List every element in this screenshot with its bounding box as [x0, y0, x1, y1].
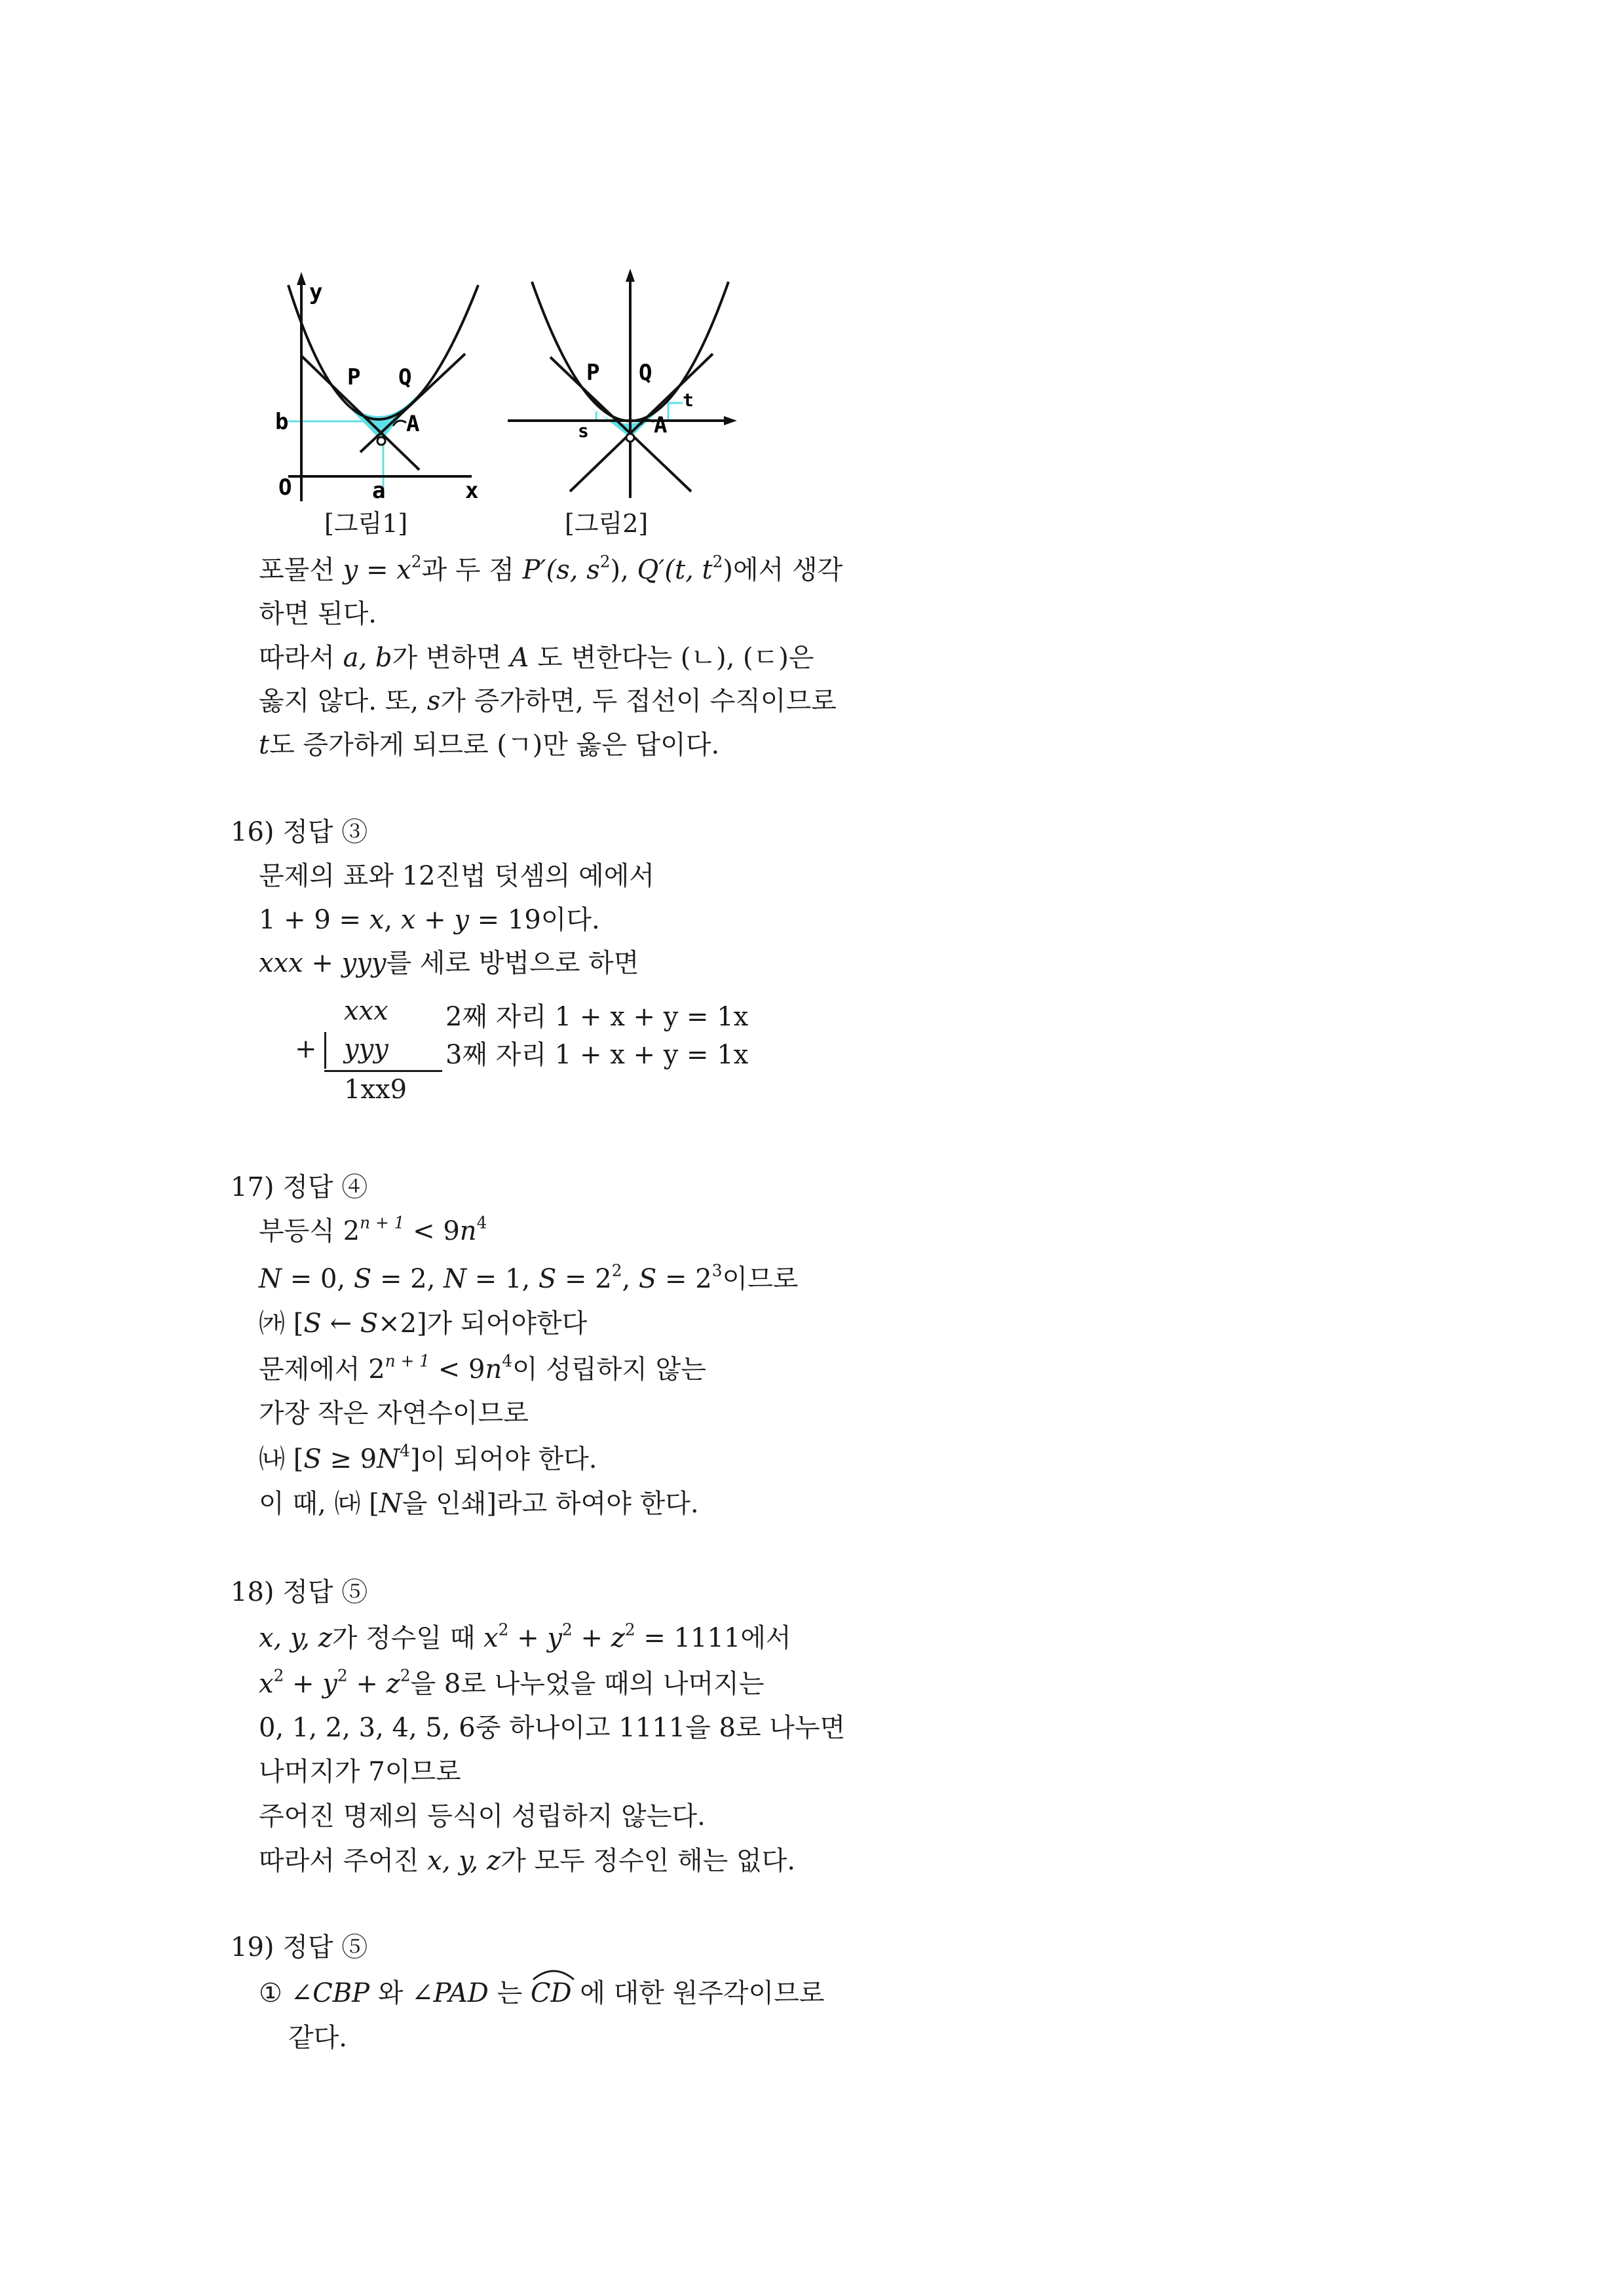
q16-line-2: 1 + 9 = x, x + y = 19이다.	[259, 905, 600, 935]
intro-line-2: 하면 된다.	[259, 599, 377, 629]
q18-line-4: 나머지가 7이므로	[259, 1757, 461, 1787]
addition-plus: +	[295, 1034, 317, 1064]
intro-line-5: t도 증가하게 되므로 (ㄱ)만 옳은 답이다.	[259, 730, 720, 760]
label-a: a	[372, 478, 386, 504]
q17-line-1: 부등식 $2^{n + 1} < 9n^4$	[259, 1213, 487, 1246]
intro-line-1: 포물선 $y = x^2$과 두 점 P′(s, $s^2$), Q′(t, $t^2$)에서 생각	[259, 552, 843, 585]
label-b: b	[275, 409, 289, 435]
q17-line-7: 이 때, ㈐ [N을 인쇄]라고 하여야 한다.	[259, 1489, 699, 1519]
figure-2-caption: [그림2]	[565, 509, 649, 538]
label-origin: O	[278, 474, 292, 501]
q17-line-6: ㈏ $[S \ge 9N^4]$이 되어야 한다.	[259, 1441, 597, 1474]
q16-line-1: 문제의 표와 12진법 덧셈의 예에서	[259, 861, 655, 891]
addition-bracket	[324, 1032, 326, 1069]
figure-2-graph	[504, 269, 740, 505]
label-t: t	[683, 389, 694, 411]
label-p: P	[586, 360, 600, 386]
label-a-area: A	[406, 411, 420, 437]
q18-line-5: 주어진 명제의 등식이 성립하지 않는다.	[259, 1801, 706, 1831]
tangent-line-p	[550, 357, 691, 491]
q17-line-2: N = 0, S = 2, N = 1, $S = 2^2$, $S = 2^3$이므로	[259, 1261, 799, 1294]
figure-1-graph	[275, 272, 491, 508]
tangent-line-q	[360, 354, 465, 452]
addition-row-1: xxx	[344, 996, 388, 1026]
addition-note-2: 3째 자리 1 + x + y = 1x	[445, 1040, 749, 1070]
q16-line-3: xxx + yyy를 세로 방법으로 하면	[259, 948, 639, 978]
intro-line-3: 따라서 a, b가 변하면 A 도 변한다는 (ㄴ), (ㄷ)은	[259, 643, 814, 673]
label-p: P	[347, 364, 361, 391]
q19-line-1: ① ∠CBP 와 ∠PAD 는 CD 에 대한 원주각이므로	[259, 1972, 824, 2010]
label-s: s	[578, 420, 589, 442]
q17-line-3: ㈎ [S ← S×2]가 되어야한다	[259, 1309, 588, 1339]
addition-rule	[324, 1070, 442, 1072]
q18-line-6: 따라서 주어진 x, y, z가 모두 정수인 해는 없다.	[259, 1846, 796, 1876]
answer-17-heading: 17) 정답 ④	[231, 1172, 368, 1202]
answer-16-heading: 16) 정답 ③	[231, 817, 368, 847]
addition-row-2: yyy	[344, 1034, 388, 1064]
answer-19-heading: 19) 정답 ⑤	[231, 1932, 368, 1962]
addition-row-3: 1xx9	[344, 1075, 407, 1105]
addition-note-1: 2째 자리 1 + x + y = 1x	[445, 1002, 749, 1032]
q17-line-4: 문제에서 $2^{n + 1} < 9n^4$이 성립하지 않는	[259, 1351, 706, 1385]
q18-line-2: $x^2 + y^2 + z^2$을 8로 나누었을 때의 나머지는	[259, 1666, 765, 1699]
answer-18-heading: 18) 정답 ⑤	[231, 1577, 368, 1607]
q17-line-5: 가장 작은 자연수이므로	[259, 1398, 529, 1428]
label-q: Q	[639, 360, 652, 386]
label-q: Q	[398, 364, 412, 391]
figure-1-caption: [그림1]	[324, 509, 408, 538]
arc-cd: CD	[531, 1978, 572, 2008]
intro-line-4: 옳지 않다. 또, s가 증가하면, 두 접선이 수직이므로	[259, 686, 837, 716]
q19-line-2: 같다.	[288, 2023, 347, 2053]
q18-line-3: 0, 1, 2, 3, 4, 5, 6중 하나이고 1111을 8로 나누면	[259, 1713, 846, 1743]
label-a-area: A	[654, 412, 668, 438]
label-x: x	[465, 478, 479, 504]
label-y: y	[309, 279, 323, 305]
q18-line-1: x, y, z가 정수일 때 $x^2 + y^2 + z^2 = 1111$에서	[259, 1620, 791, 1653]
